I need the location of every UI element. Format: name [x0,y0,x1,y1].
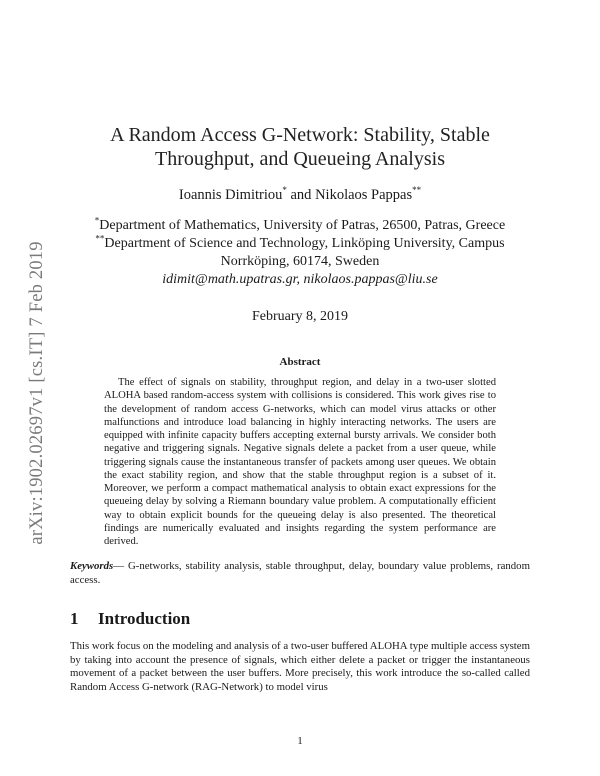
affiliation-mark: * [94,215,100,226]
affiliation-line [60,217,540,235]
affiliation-text: Department of Science and Technology, Linköping University, Campus Norrköping, 60174, Sweden [104,236,505,269]
affiliation-text: Department of Mathematics, University of Patras, 26500, Patras, Greece [99,218,506,233]
section-heading [70,609,190,629]
keywords [70,560,530,587]
abstract-text: The effect of signals on stability, throughput region, and delay in a two-user slotted ALOHA based random-access system with collisions is considered. This work gives rise to the development of random access G-networks, which can model virus attacks or other malfunctions and introduce load balancing in highly interacting networks. The users are equipped with infinite capacity buffers accepting external bursty arrivals. We consider both negative and triggering signals. Negative signals delete a packet from a user queue, while triggering signals cause the instantaneous transfer of packets among user queues. We obtain the exact stability region, and show that the stable throughput region is a subset of it. Moreover, we perform a compact mathematical analysis to obtain exact expressions for the queueing delay by solving a Riemann boundary value problem. A computationally efficient way to obtain explicit bounds for the queueing delay is also presented. The theoretical findings are numerically evaluated and insights regarding the system performance are derived. [104,377,496,547]
keywords-text: G-networks, stability analysis, stable throughput, delay, boundary value problems, random access. [70,560,530,586]
author-list [70,187,530,204]
keywords-label: Keywords [70,560,114,572]
abstract-heading: Abstract [279,356,321,368]
affiliations [60,217,540,289]
affiliation-line [60,235,540,271]
publication-date: February 8, 2019 [251,309,349,324]
affiliation-mark: ** [95,233,105,244]
author-joiner: and [286,187,316,203]
introduction-paragraph: This work focus on the modeling and analysis of a two-user buffered ALOHA type multiple access system by taking into account the presence of signals, which either delete a packet or trigger the instantaneous movement of a packet between the user buffers. More precisely, this work introduce the so-called called Random Access G-network (RAG-Network) to model virus [70,640,530,693]
page-number: 1 [297,735,303,747]
author-name: Ioannis Dimitriou [178,187,283,203]
arxiv-identifier-stamp[interactable]: arXiv:1902.02697v1 [cs.IT] 7 Feb 2019 [27,241,47,545]
author-emails[interactable]: idimit@math.upatras.gr, nikolaos.pappas@liu.se [162,272,438,287]
affiliation-mark: ** [412,185,422,196]
section-title: Introduction [98,609,191,628]
author-name: Nikolaos Pappas [315,187,413,203]
section-number: 1 [70,609,79,628]
keywords-separator: — [113,560,128,572]
affiliation-mark: * [282,185,287,196]
paper-title: A Random Access G-Network: Stability, Stable Throughput, and Queueing Analysis [110,124,490,170]
